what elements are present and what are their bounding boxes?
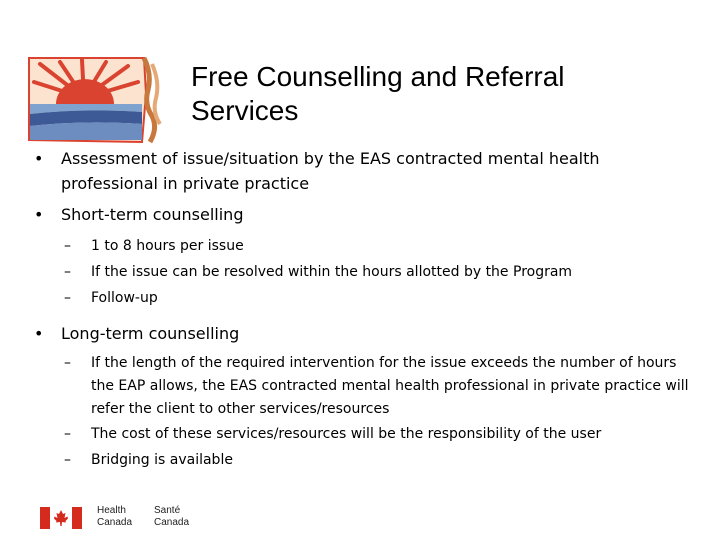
subitem — [34, 233, 694, 259]
bullet-marker: • — [34, 205, 44, 224]
bullet-text: Assessment of issue/situation by the EAS contracted mental health professional in private practice — [61, 149, 600, 193]
subitem — [34, 421, 694, 447]
bullet-marker: • — [34, 324, 44, 343]
dash-marker: – — [64, 452, 71, 468]
department-name-french — [154, 505, 189, 529]
subitem-text: If the length of the required intervention for the issue exceeds the number of hours the EAP allows, the EAS contracted mental health professional in private practice will refer the client to other services/resources — [91, 355, 689, 417]
dept-fr-line1: Santé — [154, 505, 181, 516]
short-term-subitems — [34, 233, 694, 311]
canada-flag-icon — [40, 507, 82, 529]
bullet-text: Long-term counselling — [61, 324, 240, 343]
dash-marker: – — [64, 355, 71, 371]
title-line-1: Free Counselling and Referral — [191, 61, 565, 92]
dash-marker: – — [64, 426, 71, 442]
dash-marker: – — [64, 238, 71, 254]
bullet-text: Short-term counselling — [61, 205, 244, 224]
bullet-list — [34, 146, 694, 483]
bullet-assessment — [34, 146, 694, 196]
subitem — [34, 259, 694, 285]
bullet-long-term — [34, 321, 694, 346]
subitem — [34, 352, 694, 421]
dept-en-line1: Health — [97, 505, 126, 516]
sunset-logo-icon — [26, 54, 172, 144]
subitem-text: 1 to 8 hours per issue — [91, 238, 244, 254]
subitem-text: Follow-up — [91, 290, 158, 306]
subitem — [34, 285, 694, 311]
slide-title — [191, 60, 691, 128]
subitem-text: Bridging is available — [91, 452, 233, 468]
dept-en-line2: Canada — [97, 517, 133, 528]
subitem-text: The cost of these services/resources will be the responsibility of the user — [91, 426, 602, 442]
subitem — [34, 447, 694, 473]
subitem-text: If the issue can be resolved within the hours allotted by the Program — [91, 264, 573, 280]
dash-marker: – — [64, 264, 71, 280]
health-canada-footer — [40, 505, 240, 533]
long-term-subitems — [34, 352, 694, 473]
bullet-short-term — [34, 202, 694, 227]
title-line-2: Services — [191, 95, 299, 126]
dash-marker: – — [64, 290, 71, 306]
department-name-english — [97, 505, 132, 529]
dept-fr-line2: Canada — [154, 517, 190, 528]
bullet-marker: • — [34, 149, 44, 168]
